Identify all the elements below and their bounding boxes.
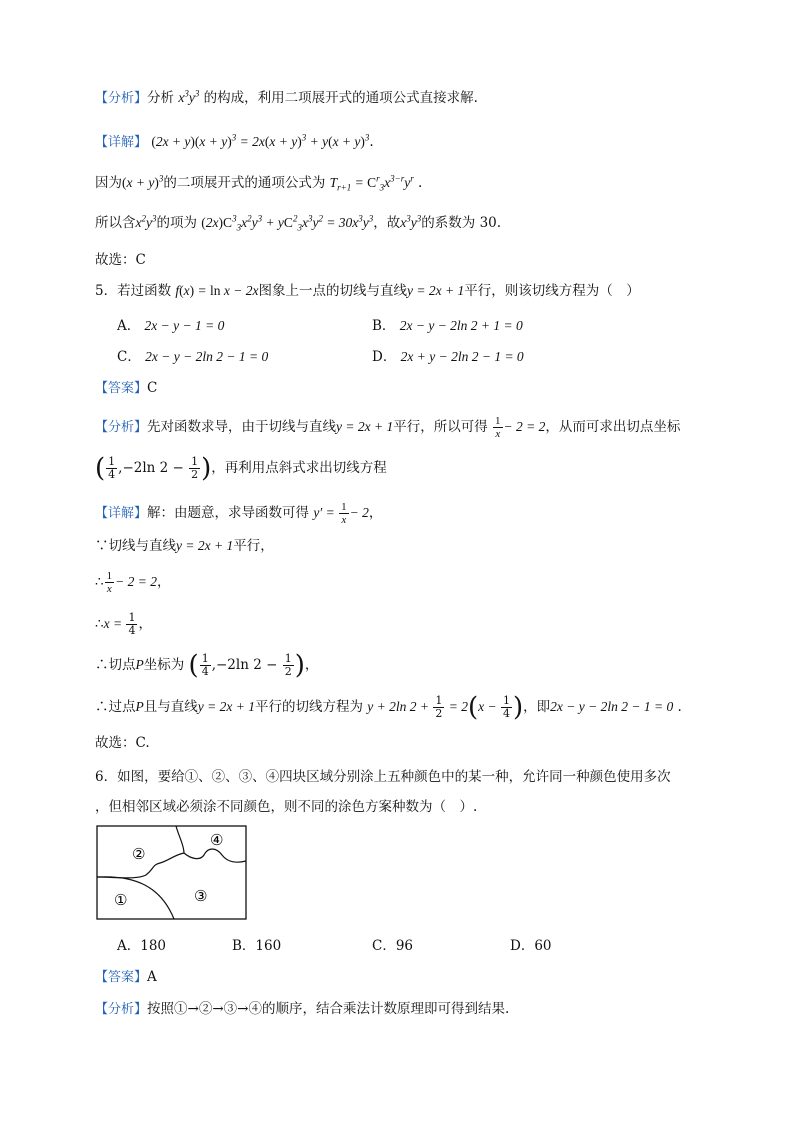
q5-detail: 【详解】解：由题意，求导函数可得 y′ = $\frac{1}{x}$ − 2， (95, 501, 383, 526)
q6-option-a: A．180 (117, 938, 167, 954)
answer-tag: 【答案】 (95, 970, 148, 985)
q6-stem-line-2: ，但相邻区域必须涂不同颜色，则不同的涂色方案种数为（ ）. (95, 799, 478, 815)
region-map-figure (96, 825, 248, 921)
q5-option-b: B． 2x − y − 2ln 2 + 1 = 0 (372, 318, 523, 334)
q5-option-d: D． 2x + y − 2ln 2 − 1 = 0 (372, 349, 524, 365)
detail-tag: 【详解】 (95, 506, 148, 521)
region-label-4: ④ (210, 831, 224, 849)
q4-analysis-line: 【分析】分析 $x^3y^3$ 的构成，利用二项展开式的通项公式直接求解. (95, 88, 478, 106)
q5-choice: 故选：C. (95, 735, 150, 751)
boundary-2-4 (176, 826, 184, 853)
q6-option-d: D．60 (510, 938, 552, 954)
q5-final-equation: ∴过点P且与直线y = 2x + 1平行的切线方程为 y + 2ln 2 + $\frac{1}{2}$ = 2(x − $\frac{1}{4}$ )，即2x − y − 2ln 2 − 1 = 0 . (95, 692, 682, 723)
region-label-3: ③ (194, 887, 208, 905)
detail-tag: 【详解】 (95, 135, 148, 150)
region-label-1: ① (114, 891, 128, 909)
analysis-tag: 【分析】 (95, 420, 148, 435)
q4-choice: 故选：C (95, 252, 146, 268)
q5-option-a: A． 2x − y − 1 = 0 (117, 318, 225, 334)
answer-tag: 【答案】 (95, 381, 148, 396)
q5-stem: 5．若过函数 f(x) = ln x − 2x图象上一点的切线与直线y = 2x + 1平行，则该切线方程为（ ） (95, 283, 640, 299)
q5-option-c: C． 2x − y − 2ln 2 − 1 = 0 (117, 349, 269, 365)
q4-coefficient-line: 所以含$x^2y^3$的项为 $(2x)C^3_3x^2y^3 + yC^2_3x^3y^2 = 30x^3y^3$，故$x^3y^3$的系数为 30. (95, 213, 502, 233)
q5-answer: 【答案】C (95, 380, 158, 396)
q5-analysis: 【分析】先对函数求导，由于切线与直线y = 2x + 1平行，所以可得 $\frac{1}{x}$ − 2 = 2，从而可求出切点坐标 (95, 415, 681, 440)
q6-analysis: 【分析】按照①→②→③→④的顺序，结合乘法计数原理即可得到结果. (95, 1001, 510, 1017)
region-label-2: ② (132, 845, 146, 863)
q4-term-formula-line: 因为$(x + y)^3$的二项展开式的通项公式为 $T_{r+1} = C^r_3x^{3-r}y^r$ . (95, 173, 423, 193)
q6-option-b: B．160 (232, 938, 282, 954)
q5-step-2: ∴x = $\frac{1}{4}$ ， (95, 611, 152, 637)
q5-tangent-point: ( $\frac{1}{4}$ ,−2ln 2 − $\frac{1}{2}$ )，再利用点斜式求出切线方程 (95, 453, 387, 484)
q6-stem-line-1: 6．如图，要给①、②、③、④四块区域分别涂上五种颜色中的某一种，允许同一种颜色使用多次 (95, 769, 671, 785)
boundary-3-4 (184, 849, 246, 862)
q6-option-c: C．96 (372, 938, 414, 954)
q5-step-1: ∴ $\frac{1}{x}$ − 2 = 2， (95, 570, 171, 595)
analysis-tag: 【分析】 (95, 1002, 148, 1017)
analysis-tag: 【分析】 (95, 91, 148, 106)
boundary-1-3 (97, 877, 174, 919)
q5-since: ∵切线与直线y = 2x + 1平行， (95, 538, 274, 554)
q5-tangent-coordinates: ∴切点P坐标为 ( $\frac{1}{4}$ ,−2ln 2 − $\frac{1}{2}$ )， (95, 650, 319, 681)
q4-detail-line: 【详解】 $(2x + y)(x + y)^3 = 2x(x + y)^3 + y(x + y)^3$. (95, 132, 374, 150)
q6-answer: 【答案】A (95, 969, 157, 985)
